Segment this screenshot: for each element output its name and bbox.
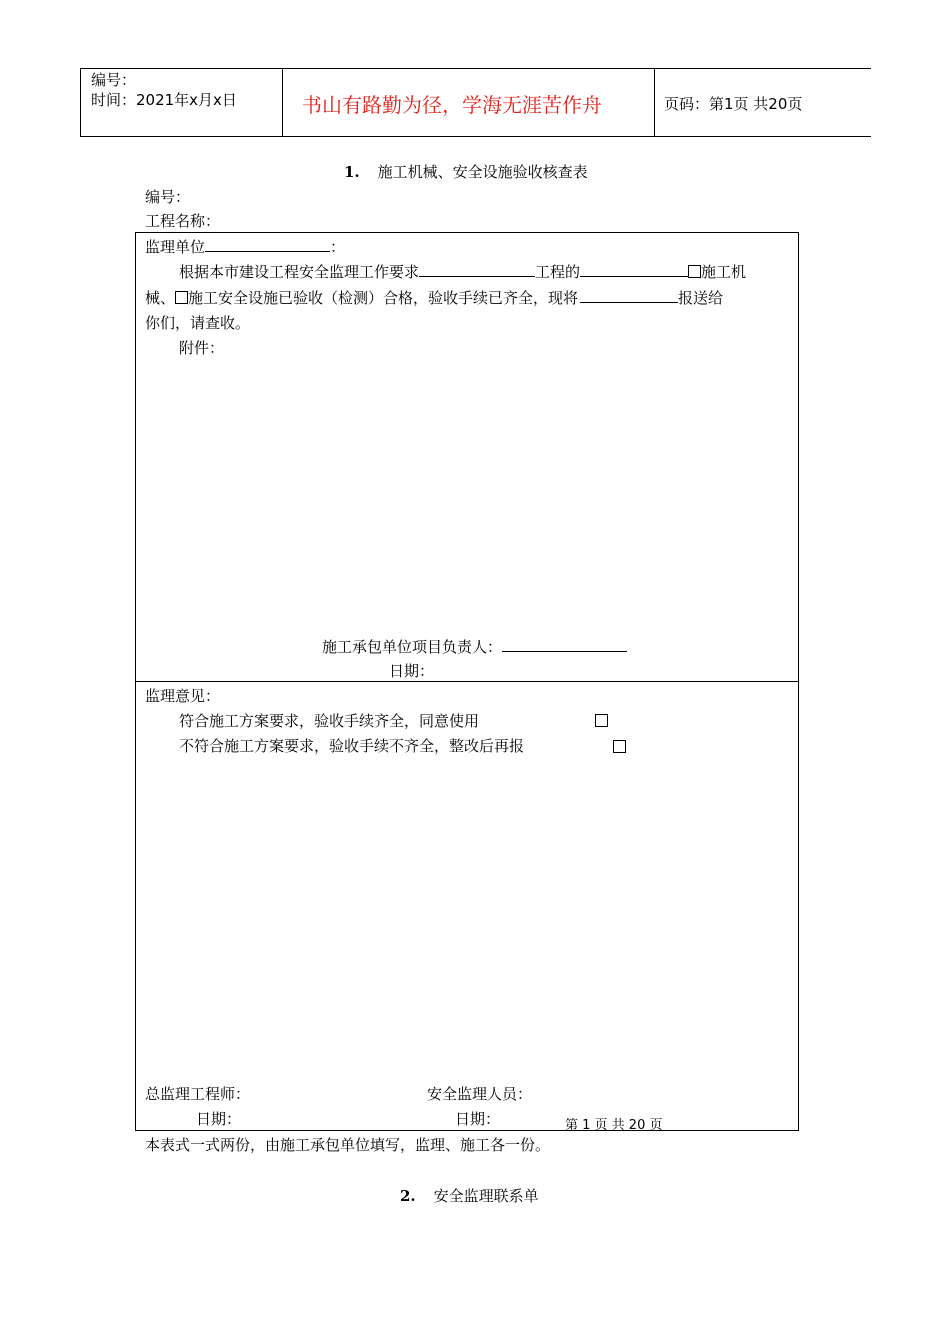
attachment-label: 附件： xyxy=(179,339,225,357)
form-row-divider xyxy=(135,681,798,682)
project-name-label: 工程名称： xyxy=(145,212,221,230)
para-text: 报送给 xyxy=(678,289,724,307)
machinery-checkbox[interactable] xyxy=(688,265,701,278)
section-title-text: 施工机械、安全设施验收核查表 xyxy=(377,163,588,181)
safety-facility-checkbox[interactable] xyxy=(175,291,188,304)
request-paragraph-line1 xyxy=(179,261,746,282)
form-note: 本表式一式两份，由施工承包单位填写，监理、施工各一份。 xyxy=(145,1136,551,1154)
header-divider xyxy=(654,69,655,136)
para-text: 械、 xyxy=(145,289,176,307)
para-text: 工程的 xyxy=(535,263,581,281)
opinion-reject-text: 不符合施工方案要求，验收手续不齐全，整改后再报 xyxy=(179,737,525,755)
supervisor-unit-label: 监理单位 xyxy=(145,238,206,256)
item-blank-field[interactable] xyxy=(580,262,688,277)
supervisor-unit-line xyxy=(145,236,345,257)
para-text: 施工安全设施已验收（检测）合格，验收手续已齐全，现将 xyxy=(188,289,579,307)
opinion-label: 监理意见： xyxy=(145,687,221,705)
header-date: 时间：2021年x月x日 xyxy=(91,91,237,109)
footer-page-number: 第 1 页 共 20 页 xyxy=(565,1118,663,1133)
submit-blank-field[interactable] xyxy=(580,288,678,303)
contractor-lead-field[interactable] xyxy=(502,637,627,652)
para-text: 根据本市建设工程安全监理工作要求 xyxy=(179,263,420,281)
section-title xyxy=(400,1185,539,1206)
contractor-date-label: 日期： xyxy=(389,662,435,680)
chief-engineer-label: 总监理工程师： xyxy=(145,1085,251,1103)
opinion-approve-checkbox[interactable] xyxy=(595,714,608,727)
safety-date-label: 日期： xyxy=(455,1110,501,1128)
header-divider xyxy=(282,69,283,136)
contractor-lead-line xyxy=(322,636,627,657)
contractor-lead-label: 施工承包单位项目负责人： xyxy=(322,638,503,656)
colon: ： xyxy=(330,238,346,256)
form-number-label: 编号： xyxy=(145,188,191,206)
header-number-label: 编号： xyxy=(91,71,137,89)
opinion-reject-checkbox[interactable] xyxy=(613,740,626,753)
header-page-info: 页码：第1页 共20页 xyxy=(664,95,803,113)
para-text: 施工机 xyxy=(701,263,747,281)
opinion-approve-text: 符合施工方案要求，验收手续齐全，同意使用 xyxy=(179,712,480,730)
header-motto: 书山有路勤为径，学海无涯苦作舟 xyxy=(302,93,602,117)
request-paragraph-line3: 你们，请查收。 xyxy=(145,314,251,332)
project-blank-field[interactable] xyxy=(419,262,535,277)
section-title-text: 安全监理联系单 xyxy=(433,1187,539,1205)
request-paragraph-line2 xyxy=(145,287,723,308)
section-number: 1. xyxy=(344,163,360,181)
supervisor-unit-field[interactable] xyxy=(205,237,330,252)
safety-staff-label: 安全监理人员： xyxy=(427,1085,533,1103)
section-number: 2. xyxy=(400,1187,416,1205)
section-title xyxy=(344,161,588,182)
chief-date-label: 日期： xyxy=(196,1110,242,1128)
